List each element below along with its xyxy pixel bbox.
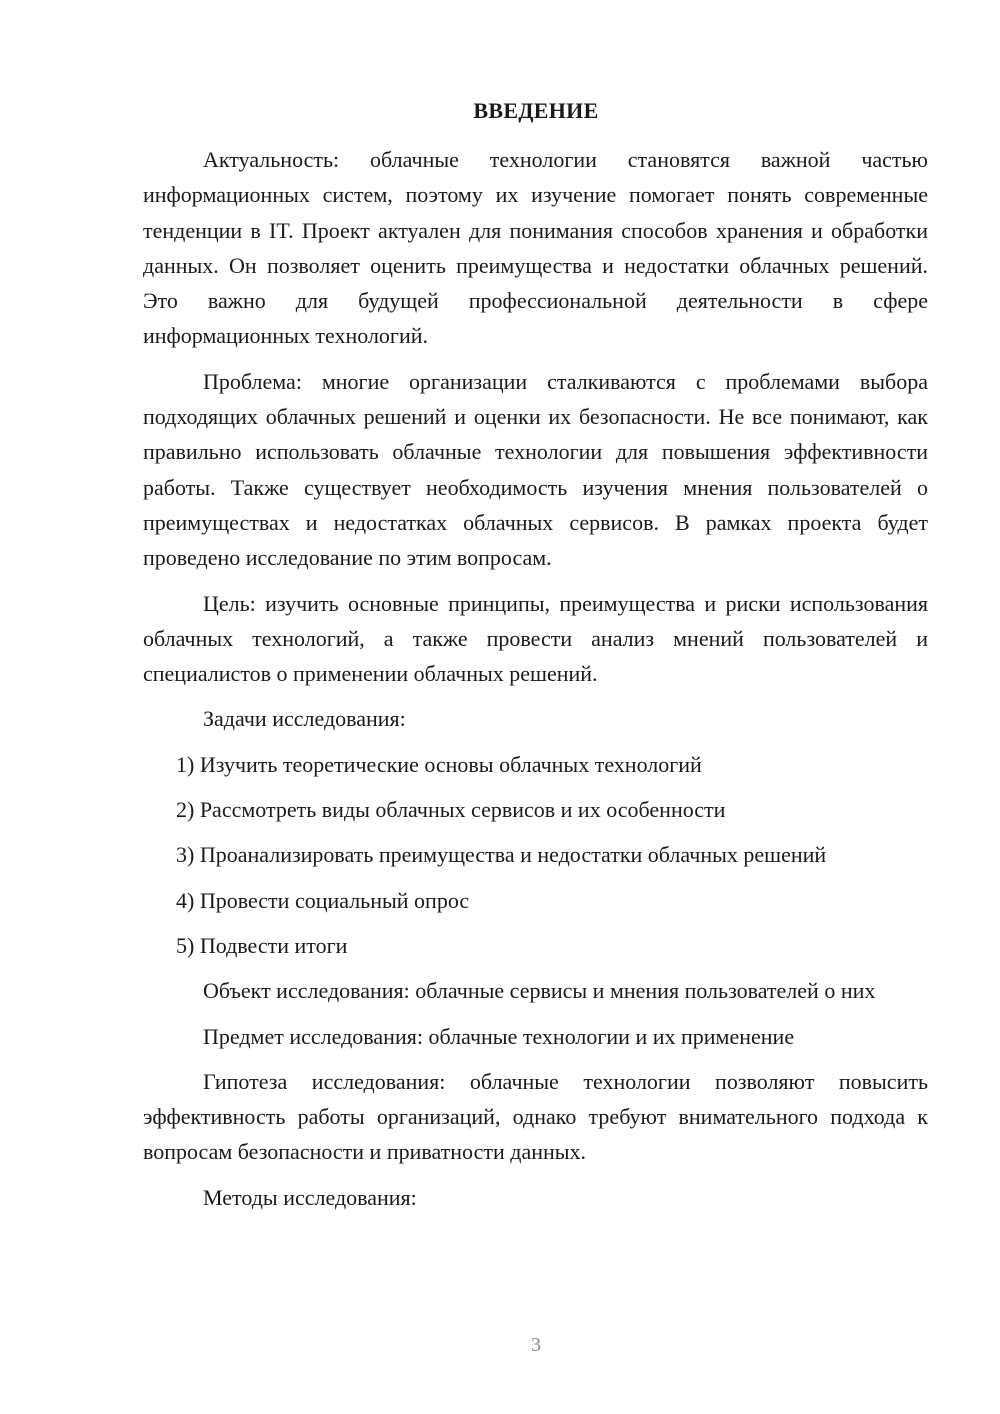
paragraph-relevance: Актуальность: облачные технологии становятся важной частью информационных систем, поэтому их изучение помогает понять современные тенденции в IT. Проект актуален для понимания способов хранения и обработки данных. Он позволяет оценить преимущества и недостатки облачных решений. Это важно для будущей профессиональной деятельности в сфере информационных технологий.	[143, 147, 928, 349]
methods-heading: Методы исследования:	[203, 1184, 417, 1210]
list-item: 3) Проанализировать преимущества и недостатки облачных решений	[176, 842, 827, 868]
list-item: 2) Рассмотреть виды облачных сервисов и их особенности	[176, 797, 726, 823]
list-item: 5) Подвести итоги	[176, 932, 348, 958]
paragraph-subject: Предмет исследования: облачные технологии и их применение	[203, 1023, 795, 1049]
paragraph-hypothesis: Гипотеза исследования: облачные технологии позволяют повысить эффективность работы организаций, однако требуют внимательного подхода к вопросам безопасности и приватности данных.	[143, 1068, 928, 1165]
paragraph-goal: Цель: изучить основные принципы, преимущества и риски использования облачных технологий, а также провести анализ мнений пользователей и специалистов о применении облачных решений.	[143, 590, 928, 687]
paragraph-problem: Проблема: многие организации сталкиваются с проблемами выбора подходящих облачных решений и оценки их безопасности. Не все понимают, как правильно использовать облачные технологии для повышения эффективности работы. Также существует необходимость изучения мнения пользователей о преимуществах и недостатках облачных сервисов. В рамках проекта будет проведено исследование по этим вопросам.	[143, 368, 928, 571]
page-number: 3	[531, 1334, 541, 1356]
tasks-heading: Задачи исследования:	[203, 706, 406, 732]
list-item: 1) Изучить теоретические основы облачных технологий	[176, 751, 702, 777]
tasks-list	[143, 747, 928, 963]
document-body	[143, 142, 928, 1225]
paragraph-object: Объект исследования: облачные сервисы и мнения пользователей о них	[203, 978, 876, 1004]
page-title: ВВЕДЕНИЕ	[473, 98, 599, 123]
list-item: 4) Провести социальный опрос	[176, 887, 470, 913]
